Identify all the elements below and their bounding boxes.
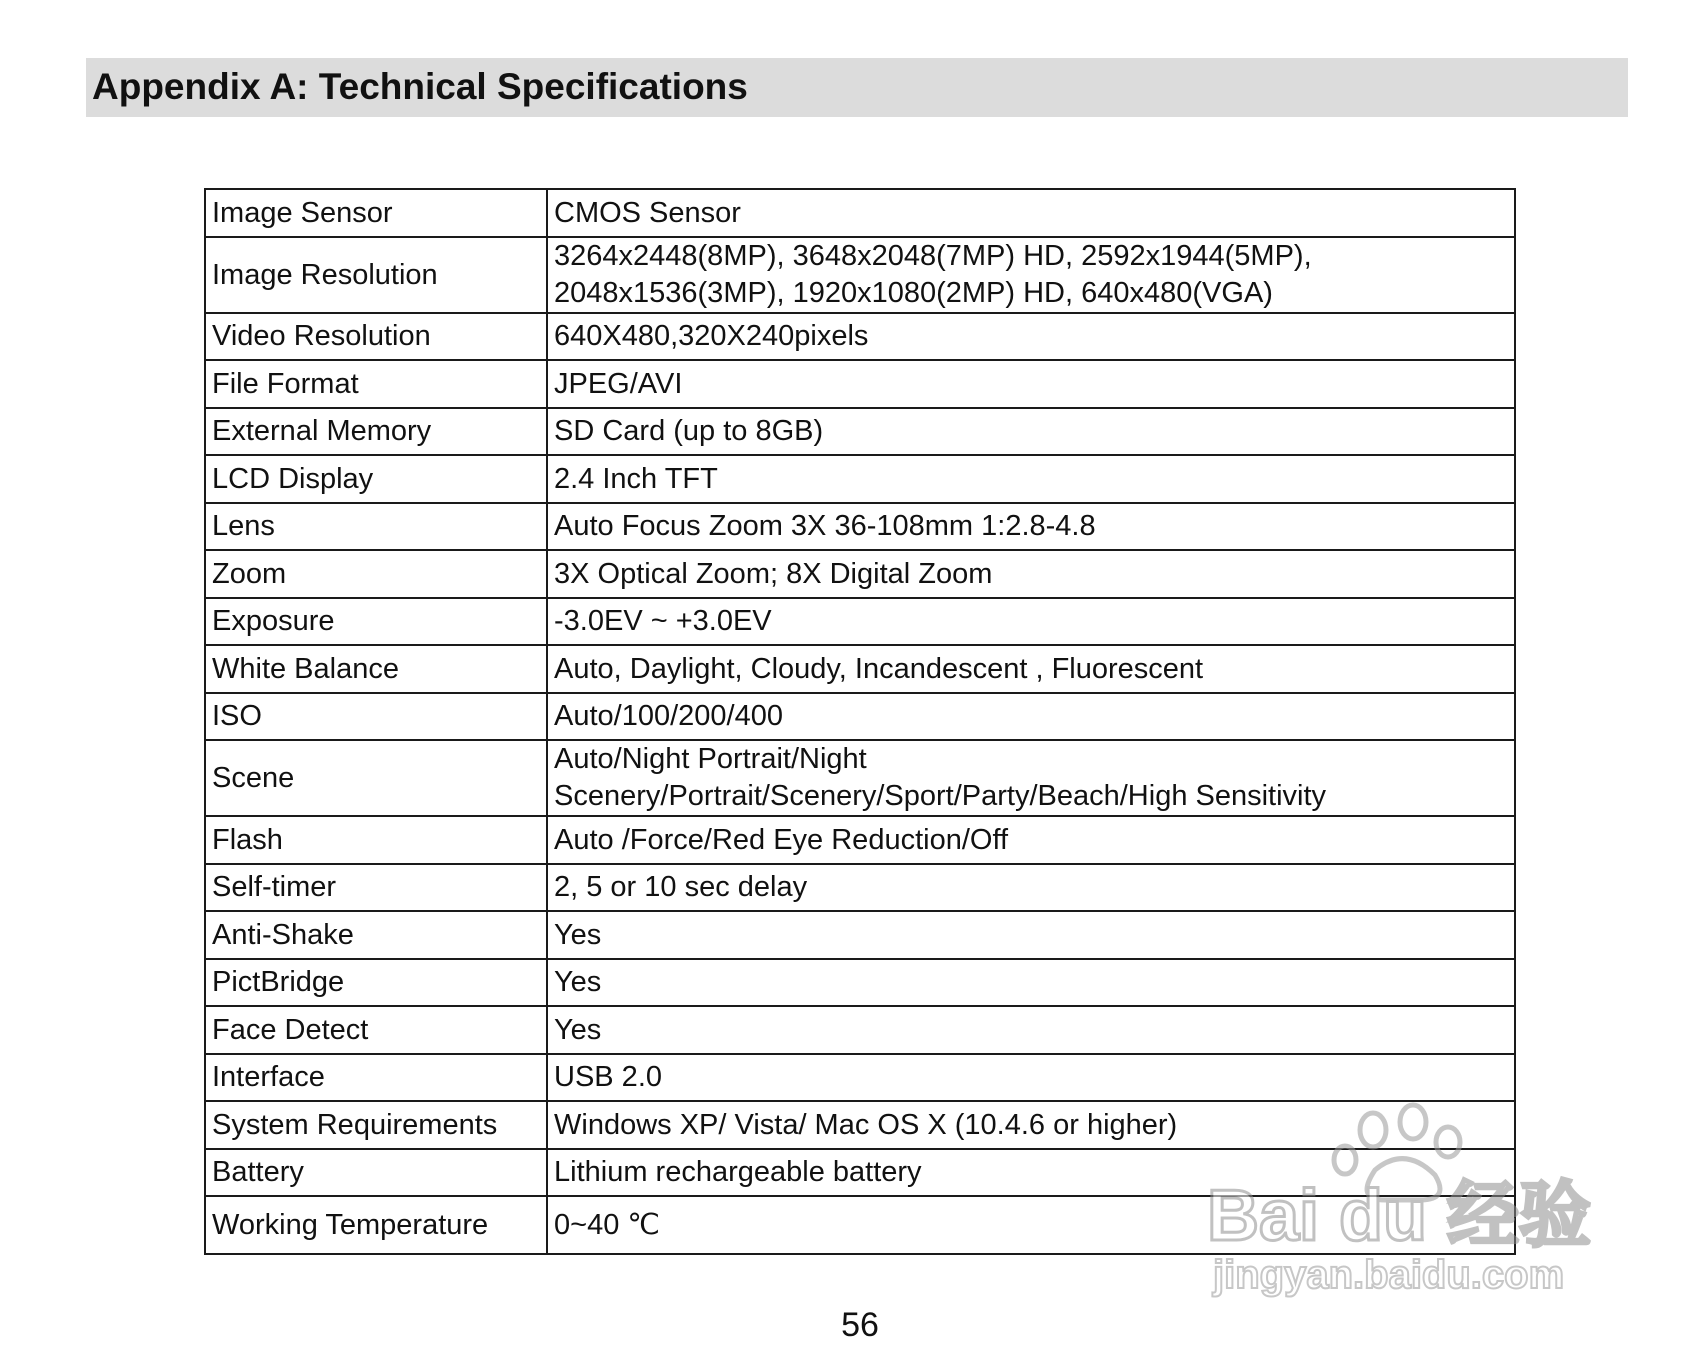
spec-table [204, 188, 1516, 1255]
spec-label: Lens [205, 503, 547, 551]
table-row [205, 189, 1515, 237]
spec-value: JPEG/AVI [547, 360, 1515, 408]
table-row [205, 693, 1515, 741]
spec-value: CMOS Sensor [547, 189, 1515, 237]
table-row [205, 455, 1515, 503]
spec-value: Yes [547, 911, 1515, 959]
spec-value: 2.4 Inch TFT [547, 455, 1515, 503]
spec-label: Working Temperature [205, 1196, 547, 1254]
spec-label: PictBridge [205, 959, 547, 1007]
spec-label: File Format [205, 360, 547, 408]
spec-value: Auto/100/200/400 [547, 693, 1515, 741]
spec-label: Image Resolution [205, 237, 547, 313]
table-row [205, 864, 1515, 912]
spec-value: 3264x2448(8MP), 3648x2048(7MP) HD, 2592x1944(5MP), 2048x1536(3MP), 1920x1080(2MP) HD, 640x480(VGA) [547, 237, 1515, 313]
spec-label: Face Detect [205, 1006, 547, 1054]
watermark-brand-text: Bai du 经验 [1207, 1176, 1592, 1256]
spec-label: Scene [205, 740, 547, 816]
table-row [205, 959, 1515, 1007]
spec-value: Auto/Night Portrait/Night Scenery/Portrait/Scenery/Sport/Party/Beach/High Sensitivity [547, 740, 1515, 816]
spec-label: Zoom [205, 550, 547, 598]
spec-label: Video Resolution [205, 313, 547, 361]
spec-value: SD Card (up to 8GB) [547, 408, 1515, 456]
spec-label: Exposure [205, 598, 547, 646]
table-row [205, 408, 1515, 456]
spec-value: Yes [547, 1006, 1515, 1054]
spec-value: -3.0EV ~ +3.0EV [547, 598, 1515, 646]
spec-value: Auto Focus Zoom 3X 36-108mm 1:2.8-4.8 [547, 503, 1515, 551]
spec-label: Interface [205, 1054, 547, 1102]
spec-value: 3X Optical Zoom; 8X Digital Zoom [547, 550, 1515, 598]
spec-value: Auto, Daylight, Cloudy, Incandescent , Fluorescent [547, 645, 1515, 693]
table-row [205, 740, 1515, 816]
page-number: 56 [841, 1306, 879, 1344]
spec-value: 640X480,320X240pixels [547, 313, 1515, 361]
spec-label: System Requirements [205, 1101, 547, 1149]
table-row [205, 598, 1515, 646]
spec-label: Flash [205, 816, 547, 864]
table-row [205, 1006, 1515, 1054]
table-row [205, 816, 1515, 864]
spec-value: USB 2.0 [547, 1054, 1515, 1102]
spec-value: Windows XP/ Vista/ Mac OS X (10.4.6 or higher) [547, 1101, 1515, 1149]
table-row [205, 1054, 1515, 1102]
spec-label: Battery [205, 1149, 547, 1197]
baidu-jingyan-watermark [1205, 1100, 1615, 1300]
spec-label: Anti-Shake [205, 911, 547, 959]
table-row [205, 550, 1515, 598]
table-row [205, 503, 1515, 551]
spec-value: Auto /Force/Red Eye Reduction/Off [547, 816, 1515, 864]
watermark-url-text: jingyan.baidu.com [1213, 1253, 1565, 1297]
table-row [205, 313, 1515, 361]
spec-value: Yes [547, 959, 1515, 1007]
table-row [205, 911, 1515, 959]
table-row [205, 645, 1515, 693]
spec-value: Lithium rechargeable battery [547, 1149, 1515, 1197]
table-row [205, 360, 1515, 408]
spec-label: Self-timer [205, 864, 547, 912]
table-row [205, 237, 1515, 313]
spec-label: External Memory [205, 408, 547, 456]
spec-label: LCD Display [205, 455, 547, 503]
spec-value: 0~40 ℃ [547, 1196, 1515, 1254]
page-title: Appendix A: Technical Specifications [92, 66, 748, 107]
spec-label: White Balance [205, 645, 547, 693]
spec-value: 2, 5 or 10 sec delay [547, 864, 1515, 912]
spec-label: ISO [205, 693, 547, 741]
spec-label: Image Sensor [205, 189, 547, 237]
